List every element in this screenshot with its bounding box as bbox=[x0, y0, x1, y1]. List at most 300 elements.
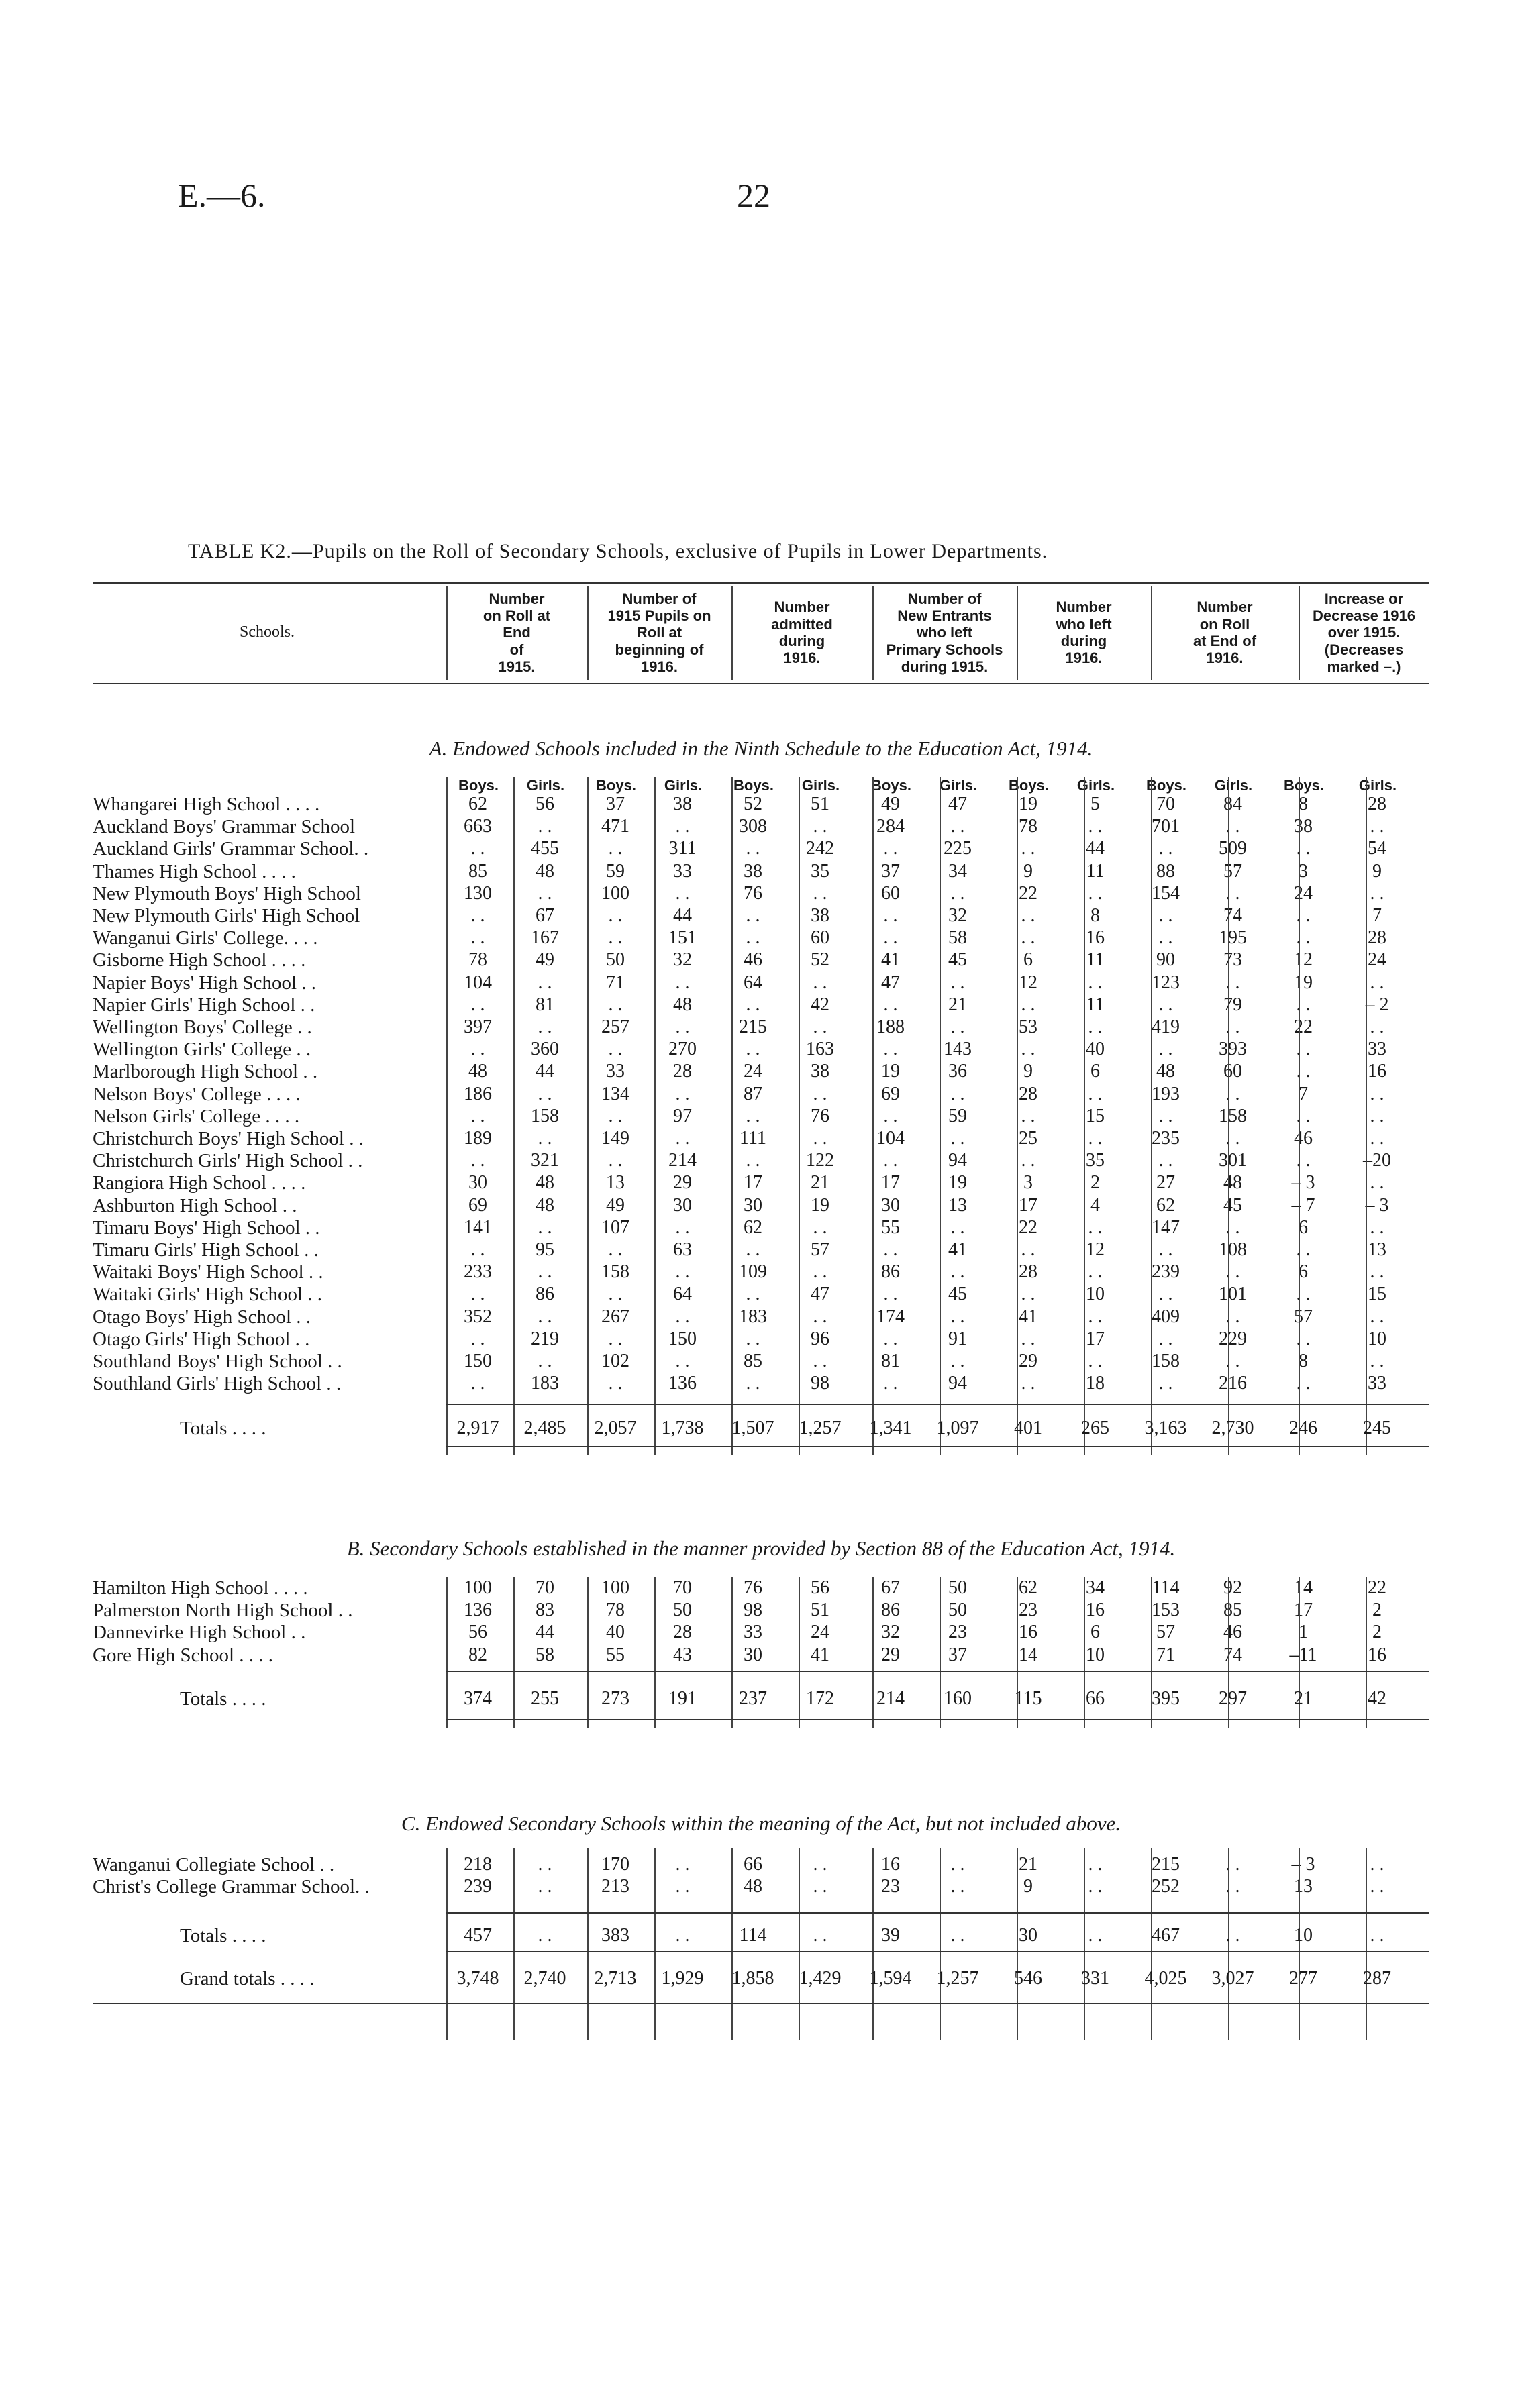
value-cell: 60 bbox=[1223, 1061, 1242, 1082]
value-cell: 19 bbox=[948, 1172, 967, 1194]
value-cell: 96 bbox=[811, 1328, 829, 1349]
sub-label-boys: Boys. bbox=[1009, 777, 1049, 794]
value-cell: . . bbox=[1021, 994, 1035, 1015]
table-row bbox=[0, 972, 1522, 994]
value-cell: 17 bbox=[1086, 1328, 1105, 1349]
value-cell: . . bbox=[1296, 1373, 1311, 1394]
value-cell: 216 bbox=[1219, 1373, 1247, 1394]
value-cell: . . bbox=[675, 1016, 690, 1037]
value-cell: 44 bbox=[673, 905, 692, 926]
value-cell: . . bbox=[1225, 1128, 1240, 1149]
value-cell: . . bbox=[746, 1239, 760, 1260]
value-cell: . . bbox=[470, 1373, 485, 1394]
value-cell: 38 bbox=[744, 860, 762, 882]
value-cell: . . bbox=[538, 1876, 552, 1897]
school-name: Waitaki Boys' High School . . bbox=[93, 1261, 323, 1284]
value-cell: . . bbox=[1088, 1876, 1103, 1897]
value-cell: . . bbox=[470, 994, 485, 1015]
value-cell: . . bbox=[1225, 882, 1240, 904]
value-cell: 16 bbox=[1368, 1644, 1386, 1665]
column-group-header: Increase or Decrease 1916 over 1915. (Decreases marked –.) bbox=[1313, 590, 1415, 675]
table-row bbox=[0, 1083, 1522, 1106]
value-cell: . . bbox=[538, 972, 552, 993]
value-cell: 73 bbox=[1223, 949, 1242, 971]
value-cell: 19 bbox=[811, 1194, 829, 1216]
sub-label-girls: Girls. bbox=[1358, 777, 1397, 794]
value-cell: . . bbox=[470, 1150, 485, 1171]
value-cell: . . bbox=[1370, 1876, 1384, 1897]
value-cell: 19 bbox=[881, 1061, 900, 1082]
table-row bbox=[0, 1621, 1522, 1644]
sub-label-girls: Girls. bbox=[1214, 777, 1253, 794]
value-cell: 85 bbox=[1223, 1600, 1242, 1621]
table-row bbox=[0, 793, 1522, 816]
value-cell: 46 bbox=[1294, 1128, 1313, 1149]
value-cell: 59 bbox=[948, 1105, 967, 1127]
value-cell: 22 bbox=[1294, 1016, 1313, 1037]
value-cell: . . bbox=[470, 1039, 485, 1060]
value-cell: 22 bbox=[1019, 882, 1037, 904]
value-cell: 70 bbox=[536, 1577, 554, 1598]
value-cell: 13 bbox=[1294, 1876, 1313, 1897]
column-group-header: Number who left during 1916. bbox=[1056, 598, 1112, 667]
table-row bbox=[0, 1194, 1522, 1217]
value-cell: . . bbox=[1088, 1854, 1103, 1875]
value-cell: 104 bbox=[876, 1128, 905, 1149]
total-cell: 42 bbox=[1368, 1688, 1386, 1709]
totals-rule bbox=[446, 1404, 1429, 1405]
total-cell: 287 bbox=[1363, 1968, 1391, 1989]
total-cell: 265 bbox=[1081, 1418, 1109, 1438]
value-cell: 38 bbox=[1294, 816, 1313, 837]
value-cell: 8 bbox=[1299, 1351, 1308, 1371]
page-number: 22 bbox=[737, 176, 770, 214]
total-cell: 2,917 bbox=[456, 1418, 499, 1438]
value-cell: 71 bbox=[606, 972, 625, 993]
value-cell: 52 bbox=[744, 794, 762, 815]
value-cell: 28 bbox=[1368, 794, 1386, 815]
value-cell: 6 bbox=[1299, 1261, 1308, 1283]
value-cell: 25 bbox=[1019, 1128, 1037, 1149]
column-rule bbox=[1017, 586, 1018, 680]
value-cell: . . bbox=[538, 1351, 552, 1371]
table-row bbox=[0, 949, 1522, 972]
value-cell: . . bbox=[813, 1306, 827, 1327]
value-cell: 76 bbox=[744, 882, 762, 904]
value-cell: . . bbox=[470, 905, 485, 926]
totals-rule bbox=[446, 1446, 1429, 1447]
value-cell: 37 bbox=[606, 794, 625, 815]
value-cell: 397 bbox=[464, 1016, 492, 1037]
value-cell: 136 bbox=[668, 1373, 697, 1394]
value-cell: . . bbox=[746, 1328, 760, 1349]
total-cell: 237 bbox=[739, 1688, 767, 1709]
value-cell: . . bbox=[675, 1306, 690, 1327]
value-cell: 51 bbox=[811, 794, 829, 815]
value-cell: 48 bbox=[536, 1194, 554, 1216]
value-cell: 22 bbox=[1368, 1577, 1386, 1598]
value-cell: . . bbox=[883, 1373, 898, 1394]
value-cell: 3 bbox=[1299, 860, 1308, 882]
table-row bbox=[0, 1127, 1522, 1150]
total-cell: 297 bbox=[1219, 1688, 1247, 1709]
total-cell: 395 bbox=[1152, 1688, 1180, 1709]
value-cell: 67 bbox=[536, 905, 554, 926]
value-cell: 215 bbox=[739, 1016, 767, 1037]
value-cell: . . bbox=[1370, 882, 1384, 904]
table-row bbox=[0, 1644, 1522, 1667]
table-row bbox=[0, 1875, 1522, 1898]
value-cell: . . bbox=[1370, 816, 1384, 837]
value-cell: . . bbox=[1021, 905, 1035, 926]
table-row bbox=[0, 1283, 1522, 1306]
value-cell: 34 bbox=[1086, 1577, 1105, 1598]
table-row bbox=[0, 860, 1522, 883]
value-cell: 15 bbox=[1086, 1105, 1105, 1127]
value-cell: . . bbox=[813, 1083, 827, 1104]
value-cell: 9 bbox=[1023, 1061, 1033, 1082]
value-cell: . . bbox=[1225, 1351, 1240, 1371]
value-cell: 62 bbox=[1019, 1577, 1037, 1598]
totals-rule bbox=[446, 1719, 1429, 1720]
value-cell: 94 bbox=[948, 1373, 967, 1394]
value-cell: . . bbox=[608, 1239, 623, 1260]
table-row bbox=[0, 904, 1522, 927]
value-cell: 29 bbox=[673, 1172, 692, 1194]
school-name: Nelson Boys' College . . . . bbox=[93, 1083, 301, 1105]
value-cell: . . bbox=[1225, 816, 1240, 837]
value-cell: 218 bbox=[464, 1854, 492, 1875]
value-cell: 100 bbox=[601, 882, 629, 904]
value-cell: 101 bbox=[1219, 1284, 1247, 1305]
total-cell: 172 bbox=[806, 1688, 834, 1709]
value-cell: . . bbox=[608, 838, 623, 859]
value-cell: 7 bbox=[1299, 1083, 1308, 1104]
value-cell: 41 bbox=[881, 949, 900, 971]
value-cell: 60 bbox=[811, 927, 829, 949]
value-cell: . . bbox=[538, 1306, 552, 1327]
value-cell: . . bbox=[1088, 1128, 1103, 1149]
total-cell: 66 bbox=[1086, 1688, 1105, 1709]
value-cell: 46 bbox=[1223, 1622, 1242, 1643]
total-cell: . . bbox=[1370, 1925, 1384, 1946]
value-cell: 38 bbox=[811, 905, 829, 926]
table-row bbox=[0, 1853, 1522, 1876]
total-cell: . . bbox=[813, 1925, 827, 1946]
table-row bbox=[0, 1328, 1522, 1351]
value-cell: 239 bbox=[464, 1876, 492, 1897]
column-rule bbox=[1017, 777, 1018, 1455]
header-bottom-rule bbox=[93, 683, 1429, 684]
value-cell: 70 bbox=[673, 1577, 692, 1598]
value-cell: . . bbox=[746, 1373, 760, 1394]
value-cell: 28 bbox=[1368, 927, 1386, 949]
value-cell: 81 bbox=[881, 1351, 900, 1371]
school-name: Napier Girls' High School . . bbox=[93, 994, 315, 1016]
value-cell: 193 bbox=[1152, 1083, 1180, 1104]
value-cell: . . bbox=[1158, 1105, 1173, 1127]
value-cell: . . bbox=[1088, 882, 1103, 904]
table-row bbox=[0, 1239, 1522, 1261]
value-cell: . . bbox=[1225, 972, 1240, 993]
value-cell: 48 bbox=[536, 1172, 554, 1194]
value-cell: 17 bbox=[744, 1172, 762, 1194]
value-cell: . . bbox=[675, 972, 690, 993]
column-rule bbox=[1151, 777, 1152, 1455]
value-cell: 158 bbox=[601, 1261, 629, 1283]
school-name: Rangiora High School . . . . bbox=[93, 1172, 306, 1194]
value-cell: . . bbox=[1296, 1061, 1311, 1082]
value-cell: 95 bbox=[536, 1239, 554, 1260]
value-cell: . . bbox=[746, 994, 760, 1015]
value-cell: 167 bbox=[531, 927, 559, 949]
total-cell: 114 bbox=[739, 1925, 767, 1946]
value-cell: 154 bbox=[1152, 882, 1180, 904]
sub-label-boys: Boys. bbox=[1146, 777, 1186, 794]
value-cell: 24 bbox=[1294, 882, 1313, 904]
value-cell: . . bbox=[1370, 1083, 1384, 1104]
value-cell: 21 bbox=[948, 994, 967, 1015]
value-cell: 701 bbox=[1152, 816, 1180, 837]
value-cell: 64 bbox=[673, 1284, 692, 1305]
table-row bbox=[0, 1261, 1522, 1284]
value-cell: 214 bbox=[668, 1150, 697, 1171]
value-cell: . . bbox=[950, 1306, 965, 1327]
value-cell: 47 bbox=[948, 794, 967, 815]
school-name: Christchurch Boys' High School . . bbox=[93, 1128, 364, 1149]
value-cell: . . bbox=[883, 1150, 898, 1171]
total-cell: 401 bbox=[1014, 1418, 1042, 1438]
value-cell: 54 bbox=[1368, 838, 1386, 859]
value-cell: 86 bbox=[881, 1261, 900, 1283]
value-cell: 49 bbox=[881, 794, 900, 815]
value-cell: 22 bbox=[1019, 1216, 1037, 1238]
school-name: Nelson Girls' College . . . . bbox=[93, 1105, 300, 1127]
value-cell: 14 bbox=[1019, 1644, 1037, 1665]
table-row bbox=[0, 1577, 1522, 1600]
value-cell: . . bbox=[1088, 972, 1103, 993]
school-name: Otago Girls' High School . . bbox=[93, 1328, 310, 1350]
value-cell: 111 bbox=[740, 1128, 766, 1149]
value-cell: 56 bbox=[811, 1577, 829, 1598]
value-cell: . . bbox=[1158, 1373, 1173, 1394]
value-cell: . . bbox=[608, 927, 623, 949]
value-cell: . . bbox=[746, 905, 760, 926]
value-cell: . . bbox=[883, 1284, 898, 1305]
school-name: Whangarei High School . . . . bbox=[93, 794, 320, 815]
table-row bbox=[0, 927, 1522, 949]
school-name: Wellington Boys' College . . bbox=[93, 1016, 312, 1038]
column-rule bbox=[1299, 777, 1300, 1455]
value-cell: 108 bbox=[1219, 1239, 1247, 1260]
school-name: Gore High School . . . . bbox=[93, 1644, 274, 1666]
total-cell: 255 bbox=[531, 1688, 559, 1709]
column-rule bbox=[1151, 586, 1152, 680]
value-cell: 195 bbox=[1219, 927, 1247, 949]
column-group-header: Number admitted during 1916. bbox=[771, 598, 833, 667]
value-cell: . . bbox=[1158, 994, 1173, 1015]
value-cell: . . bbox=[1021, 1105, 1035, 1127]
value-cell: 2 bbox=[1372, 1622, 1382, 1643]
value-cell: 24 bbox=[744, 1061, 762, 1082]
table-row bbox=[0, 1016, 1522, 1039]
value-cell: . . bbox=[1296, 905, 1311, 926]
value-cell: . . bbox=[746, 1105, 760, 1127]
table-row bbox=[0, 815, 1522, 838]
value-cell: . . bbox=[1296, 1105, 1311, 1127]
value-cell: 123 bbox=[1152, 972, 1180, 993]
value-cell: 30 bbox=[673, 1194, 692, 1216]
value-cell: 32 bbox=[673, 949, 692, 971]
value-cell: 242 bbox=[806, 838, 834, 859]
value-cell: 158 bbox=[1219, 1105, 1247, 1127]
value-cell: . . bbox=[1370, 1105, 1384, 1127]
value-cell: . . bbox=[950, 882, 965, 904]
value-cell: 49 bbox=[536, 949, 554, 971]
school-name: Timaru Girls' High School . . bbox=[93, 1239, 319, 1261]
value-cell: 3 bbox=[1023, 1172, 1033, 1194]
value-cell: . . bbox=[608, 1328, 623, 1349]
value-cell: 60 bbox=[881, 882, 900, 904]
school-name: Auckland Girls' Grammar School. . bbox=[93, 838, 369, 860]
value-cell: . . bbox=[813, 972, 827, 993]
school-name: New Plymouth Girls' High School bbox=[93, 905, 360, 927]
totals-label: Grand totals . . . . bbox=[180, 1968, 315, 1989]
value-cell: . . bbox=[746, 927, 760, 949]
table-row bbox=[0, 1038, 1522, 1061]
value-cell: . . bbox=[1021, 1328, 1035, 1349]
value-cell: – 7 bbox=[1291, 1194, 1315, 1216]
value-cell: 188 bbox=[876, 1016, 905, 1037]
value-cell: 41 bbox=[1019, 1306, 1037, 1327]
value-cell: . . bbox=[675, 816, 690, 837]
value-cell: 85 bbox=[468, 860, 487, 882]
value-cell: . . bbox=[1088, 1216, 1103, 1238]
value-cell: 28 bbox=[1019, 1261, 1037, 1283]
value-cell: . . bbox=[470, 1328, 485, 1349]
value-cell: 114 bbox=[1152, 1577, 1180, 1598]
total-cell: 245 bbox=[1363, 1418, 1391, 1438]
value-cell: 321 bbox=[531, 1150, 559, 1171]
value-cell: 174 bbox=[876, 1306, 905, 1327]
value-cell: 13 bbox=[606, 1172, 625, 1194]
column-rule bbox=[446, 586, 448, 680]
value-cell: 233 bbox=[464, 1261, 492, 1283]
table-row bbox=[0, 882, 1522, 905]
totals-label: Totals . . . . bbox=[180, 1418, 266, 1439]
value-cell: . . bbox=[883, 905, 898, 926]
value-cell: . . bbox=[1158, 927, 1173, 949]
column-group-header: Number on Roll at End of 1916. bbox=[1193, 598, 1257, 667]
value-cell: 50 bbox=[673, 1600, 692, 1621]
value-cell: . . bbox=[950, 1083, 965, 1104]
value-cell: . . bbox=[950, 1351, 965, 1371]
value-cell: 97 bbox=[673, 1105, 692, 1127]
value-cell: . . bbox=[1370, 1261, 1384, 1283]
school-name: Southland Boys' High School . . bbox=[93, 1351, 342, 1372]
school-name: Christ's College Grammar School. . bbox=[93, 1876, 370, 1898]
value-cell: 90 bbox=[1156, 949, 1175, 971]
value-cell: . . bbox=[608, 1373, 623, 1394]
sub-label-boys: Boys. bbox=[596, 777, 636, 794]
value-cell: . . bbox=[883, 1039, 898, 1060]
table-row bbox=[0, 1216, 1522, 1239]
value-cell: 74 bbox=[1223, 905, 1242, 926]
value-cell: 189 bbox=[464, 1128, 492, 1149]
value-cell: 186 bbox=[464, 1083, 492, 1104]
value-cell: 150 bbox=[464, 1351, 492, 1371]
value-cell: . . bbox=[470, 1284, 485, 1305]
value-cell: 48 bbox=[468, 1061, 487, 1082]
total-cell: . . bbox=[950, 1925, 965, 1946]
value-cell: 86 bbox=[536, 1284, 554, 1305]
value-cell: 86 bbox=[881, 1600, 900, 1621]
value-cell: . . bbox=[1021, 927, 1035, 949]
value-cell: 11 bbox=[1086, 994, 1105, 1015]
total-cell: 21 bbox=[1294, 1688, 1313, 1709]
value-cell: . . bbox=[470, 838, 485, 859]
value-cell: . . bbox=[1296, 927, 1311, 949]
schools-header: Schools. bbox=[239, 623, 295, 641]
value-cell: . . bbox=[1225, 1261, 1240, 1283]
value-cell: 48 bbox=[1223, 1172, 1242, 1194]
section-title-C: C. Endowed Secondary Schools within the meaning of the Act, but not included above. bbox=[401, 1812, 1121, 1835]
total-cell: 2,485 bbox=[523, 1418, 566, 1438]
value-cell: 21 bbox=[811, 1172, 829, 1194]
value-cell: 107 bbox=[601, 1216, 629, 1238]
value-cell: 235 bbox=[1152, 1128, 1180, 1149]
value-cell: 57 bbox=[811, 1239, 829, 1260]
value-cell: 6 bbox=[1023, 949, 1033, 971]
value-cell: 43 bbox=[673, 1644, 692, 1665]
value-cell: 42 bbox=[811, 994, 829, 1015]
value-cell: 15 bbox=[1368, 1284, 1386, 1305]
column-rule bbox=[940, 777, 941, 1455]
value-cell: . . bbox=[1021, 1373, 1035, 1394]
section-title-A: A. Endowed Schools included in the Ninth Schedule to the Education Act, 1914. bbox=[429, 737, 1093, 760]
value-cell: 102 bbox=[601, 1351, 629, 1371]
value-cell: . . bbox=[538, 1854, 552, 1875]
value-cell: –11 bbox=[1289, 1644, 1317, 1665]
value-cell: 16 bbox=[1368, 1061, 1386, 1082]
value-cell: . . bbox=[950, 816, 965, 837]
value-cell: . . bbox=[950, 1216, 965, 1238]
table-row bbox=[0, 1599, 1522, 1622]
total-cell: 10 bbox=[1294, 1925, 1313, 1946]
table-row bbox=[0, 1350, 1522, 1373]
value-cell: 30 bbox=[744, 1644, 762, 1665]
sub-label-boys: Boys. bbox=[458, 777, 499, 794]
value-cell: 455 bbox=[531, 838, 559, 859]
value-cell: . . bbox=[1225, 1306, 1240, 1327]
value-cell: 88 bbox=[1156, 860, 1175, 882]
value-cell: . . bbox=[1370, 1306, 1384, 1327]
value-cell: 301 bbox=[1219, 1150, 1247, 1171]
value-cell: 83 bbox=[536, 1600, 554, 1621]
value-cell: . . bbox=[1158, 1039, 1173, 1060]
value-cell: . . bbox=[1088, 1083, 1103, 1104]
value-cell: . . bbox=[813, 1261, 827, 1283]
value-cell: 23 bbox=[881, 1876, 900, 1897]
value-cell: 8 bbox=[1090, 905, 1100, 926]
value-cell: 21 bbox=[1019, 1854, 1037, 1875]
total-cell: 1,257 bbox=[799, 1418, 842, 1438]
value-cell: 5 bbox=[1090, 794, 1100, 815]
table-row bbox=[0, 1171, 1522, 1194]
value-cell: 85 bbox=[744, 1351, 762, 1371]
column-rule bbox=[446, 777, 448, 1455]
value-cell: – 3 bbox=[1291, 1854, 1315, 1875]
